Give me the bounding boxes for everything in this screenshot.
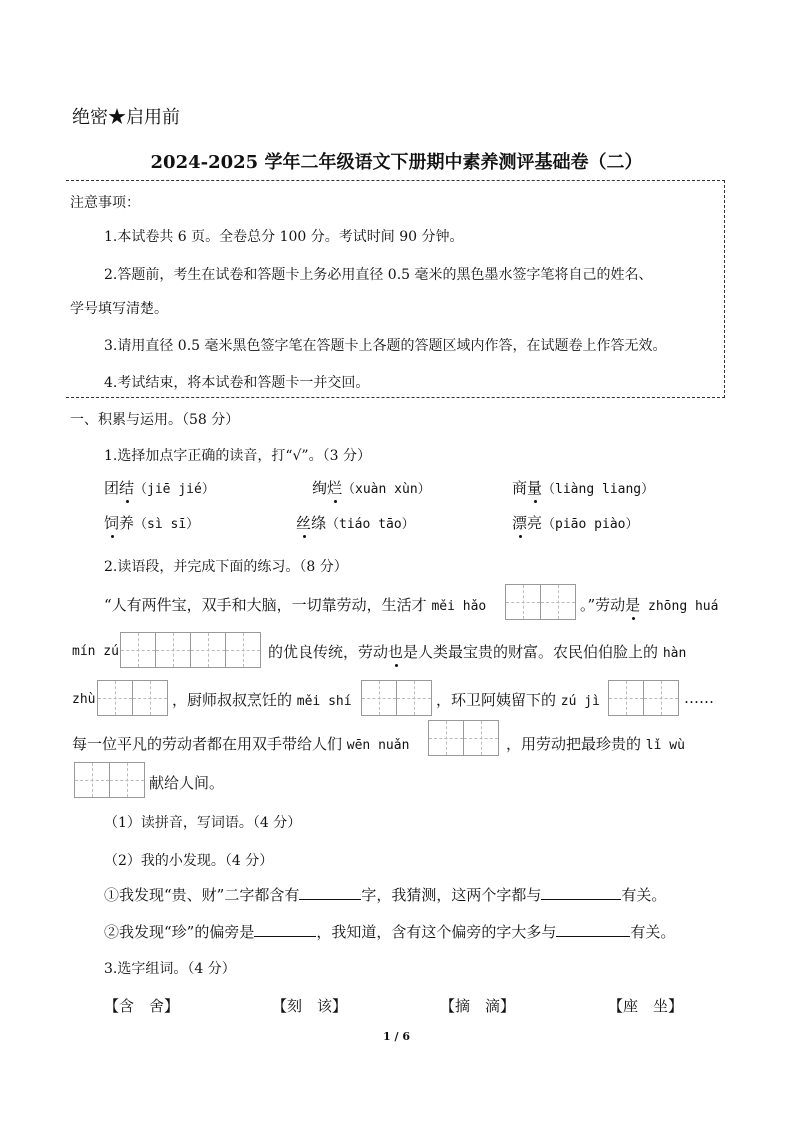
passage-text: ，厨师叔叔烹饪的 měi shí [172, 691, 352, 709]
q1-word: 绦 [311, 514, 327, 532]
passage-text: “人有两件宝，双手和大脑，一切靠劳动，生活才 měi hǎo [104, 596, 487, 614]
pinyin-options: （liàng liang） [542, 482, 655, 497]
notice-heading: 注意事项： [70, 195, 140, 211]
grid-cell[interactable] [109, 762, 145, 798]
pinyin-prompt: mín zú [72, 644, 119, 659]
passage-text: 每一位平凡的劳动者都在用双手带给人们 wēn nuǎn [72, 735, 410, 753]
grid-cell[interactable] [97, 680, 133, 716]
passage-text: 献给人间。 [149, 774, 225, 792]
char-group: 【含 舍】 [104, 997, 180, 1015]
answer-grid[interactable] [505, 584, 575, 620]
q1-item[interactable] [512, 477, 654, 498]
char-group: 【摘 滴】 [440, 997, 516, 1015]
char-group: 【刻 该】 [272, 997, 348, 1015]
pinyin-prompt: zhù [72, 692, 96, 707]
passage-text: 。”劳动是 zhōng huá [580, 596, 719, 614]
q1-item[interactable] [512, 512, 638, 533]
sub-question-1: （1）读拼音，写词语。（4 分） [104, 815, 302, 831]
exam-title: 2024-2025 学年二年级语文下册期中素养测评基础卷（二） [150, 152, 643, 173]
passage-text: 的优良传统，劳动也是人类最宝贵的财富。农民伯伯脸上的 hàn [268, 643, 687, 661]
dotted-char: 量 [527, 479, 543, 497]
passage-text: ，环卫阿姨留下的 zú jì [436, 691, 600, 709]
grid-cell[interactable] [505, 584, 541, 620]
grid-cell[interactable] [428, 720, 464, 756]
answer-grid[interactable] [428, 720, 498, 756]
pinyin-options: （jiē jié） [134, 482, 215, 497]
q1-word: 亮 [527, 514, 543, 532]
dotted-char: 饲 [104, 514, 120, 532]
grid-cell[interactable] [463, 720, 499, 756]
dotted-char: 烂 [327, 479, 343, 497]
fill-blank-2: ②我发现“珍”的偏旁是 ，我知道，含有这个偏旁的字大多与 有关。 [104, 923, 676, 941]
notice-item: 2.答题前，考生在试卷和答题卡上务必用直径 0.5 毫米的黑色墨水签字笔将自己的姓名、 [104, 267, 653, 283]
answer-grid[interactable] [97, 680, 167, 716]
answer-grid[interactable] [120, 632, 260, 668]
notice-item: 4.考试结束，将本试卷和答题卡一并交回。 [104, 375, 370, 391]
confidential-label: 绝密★启用前 [72, 107, 180, 128]
grid-cell[interactable] [74, 762, 110, 798]
grid-cell[interactable] [608, 680, 644, 716]
answer-grid[interactable] [74, 762, 144, 798]
ellipsis: …… [684, 689, 714, 707]
grid-cell[interactable] [540, 584, 576, 620]
grid-cell[interactable] [120, 632, 156, 668]
passage-text: ，用劳动把最珍贵的 lǐ wù [506, 735, 685, 753]
question-1-prompt: 1.选择加点字正确的读音，打“√”。（3 分） [104, 448, 371, 464]
section-heading: 一、积累与运用。（58 分） [70, 412, 240, 428]
grid-cell[interactable] [155, 632, 191, 668]
q1-item[interactable] [312, 477, 431, 498]
notice-item: 学号填写清楚。 [70, 301, 168, 317]
dotted-char: 结 [119, 479, 135, 497]
q1-word: 绚 [312, 479, 328, 497]
page-number: 1 / 6 [383, 1030, 410, 1043]
dotted-char: 丝 [296, 514, 312, 532]
blank-field[interactable] [556, 922, 630, 937]
pinyin-options: （piāo piào） [542, 517, 639, 532]
grid-cell[interactable] [225, 632, 261, 668]
blank-field[interactable] [254, 922, 316, 937]
char-group: 【座 坐】 [608, 997, 684, 1015]
pinyin-options: （tiáo tāo） [326, 517, 415, 532]
notice-box [66, 180, 725, 398]
grid-cell[interactable] [643, 680, 679, 716]
q1-word: 商 [512, 479, 528, 497]
grid-cell[interactable] [361, 680, 397, 716]
q1-item[interactable] [104, 512, 199, 533]
q1-item[interactable] [104, 477, 215, 498]
sub-question-2: （2）我的小发现。（4 分） [104, 853, 274, 869]
q1-item[interactable] [296, 512, 415, 533]
grid-cell[interactable] [190, 632, 226, 668]
grid-cell[interactable] [132, 680, 168, 716]
blank-field[interactable] [541, 885, 621, 900]
notice-item: 3.请用直径 0.5 毫米黑色签字笔在答题卡上各题的答题区域内作答，在试题卷上作答无效。 [104, 338, 667, 354]
q1-word: 团 [104, 479, 120, 497]
dotted-char: 漂 [512, 514, 528, 532]
pinyin-options: （xuàn xùn） [342, 482, 431, 497]
q1-word: 养 [119, 514, 135, 532]
question-3-prompt: 3.选字组词。（4 分） [104, 961, 236, 977]
fill-blank-1: ①我发现“贵、财”二字都含有 字，我猜测，这两个字都与 有关。 [104, 886, 667, 904]
answer-grid[interactable] [608, 680, 678, 716]
question-2-prompt: 2.读语段，并完成下面的练习。（8 分） [104, 559, 348, 575]
blank-field[interactable] [299, 885, 361, 900]
grid-cell[interactable] [396, 680, 432, 716]
answer-grid[interactable] [361, 680, 431, 716]
notice-item: 1.本试卷共 6 页。全卷总分 100 分。考试时间 90 分钟。 [104, 229, 464, 245]
pinyin-options: （sì sī） [134, 517, 200, 532]
